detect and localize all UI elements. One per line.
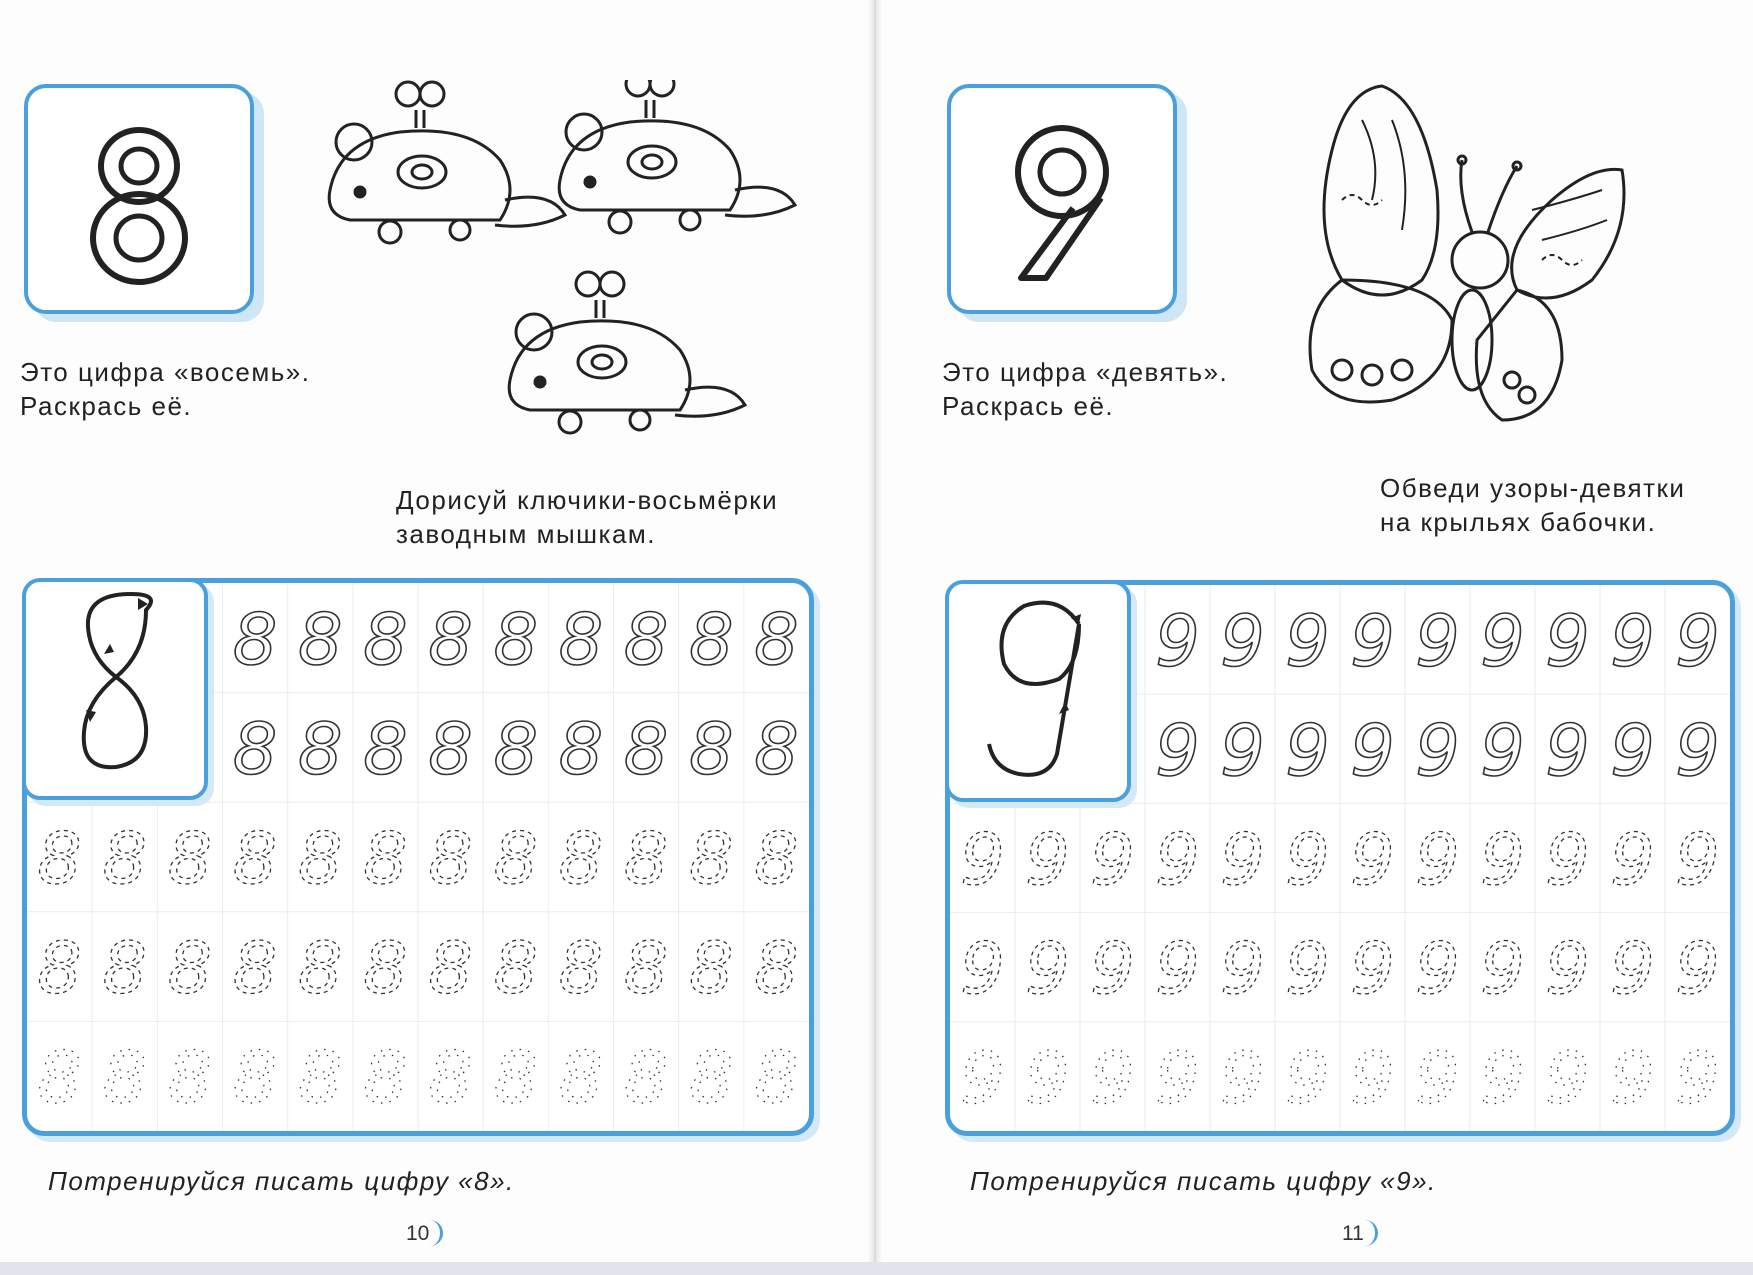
stroke-order-eight-icon xyxy=(26,582,204,796)
upper-left-wing-icon xyxy=(1324,86,1438,295)
page-right xyxy=(882,0,1753,1262)
practice-digit-solid: 9 xyxy=(1480,709,1525,792)
caption-line-1: Это цифра «восемь». xyxy=(20,357,311,387)
practice-digit-solid: 9 xyxy=(1350,709,1395,792)
task-line-2: заводным мышкам. xyxy=(396,519,657,549)
caption-line-2: Раскрась её. xyxy=(20,391,193,421)
practice-digit-dashed: 9 xyxy=(1545,928,1590,1011)
practice-digit-solid: 8 xyxy=(688,708,734,791)
practice-digit-dotted: 8 xyxy=(232,1037,278,1120)
lower-left-wing-icon xyxy=(1310,280,1452,402)
practice-digit-dashed: 8 xyxy=(754,927,799,1010)
practice-digit-solid: 9 xyxy=(1415,600,1460,683)
practice-digit-dotted: 9 xyxy=(1350,1037,1395,1120)
butterfly-body-icon xyxy=(1452,290,1492,390)
practice-digit-dotted: 8 xyxy=(297,1037,343,1120)
practice-digit-solid: 9 xyxy=(1220,709,1265,792)
practice-digit-dashed: 8 xyxy=(623,927,669,1010)
practice-digit-dashed: 9 xyxy=(1480,928,1525,1011)
practice-digit-dashed: 9 xyxy=(1350,819,1395,901)
practice-digit-dashed: 9 xyxy=(1025,819,1070,901)
practice-digit-solid: 8 xyxy=(754,598,799,681)
practice-digit-dashed: 8 xyxy=(167,818,213,900)
practice-digit-dashed: 8 xyxy=(232,927,278,1010)
practice-digit-dashed: 9 xyxy=(1155,928,1200,1011)
practice-digit-dashed: 8 xyxy=(167,927,213,1010)
practice-digit-dotted: 8 xyxy=(688,1037,734,1120)
task-line-1: Дорисуй ключики-восьмёрки xyxy=(396,485,779,515)
practice-digit-dotted: 9 xyxy=(1220,1037,1265,1120)
practice-digit-dashed: 8 xyxy=(37,927,82,1010)
page-number: 10 xyxy=(406,1222,430,1245)
practice-digit-solid: 8 xyxy=(428,708,473,791)
practice-digit-dotted: 9 xyxy=(960,1037,1005,1120)
digit-caption xyxy=(942,355,1228,423)
digit-tile-9[interactable] xyxy=(947,84,1177,314)
practice-digit-solid: 8 xyxy=(297,708,343,791)
butterfly-illustration[interactable] xyxy=(1302,80,1632,460)
practice-digit-dashed: 9 xyxy=(1025,928,1070,1011)
stroke-order-tile-9 xyxy=(945,580,1131,802)
digit-tile-8[interactable] xyxy=(24,84,254,314)
practice-digit-solid: 9 xyxy=(1220,600,1265,683)
practice-digit-solid: 8 xyxy=(493,598,539,681)
practice-digit-dotted: 8 xyxy=(102,1037,148,1120)
practice-board-9[interactable] xyxy=(945,580,1735,1136)
book-gutter xyxy=(868,0,882,1275)
practice-digit-dotted: 8 xyxy=(428,1037,473,1120)
practice-digit-dashed: 9 xyxy=(1220,928,1265,1011)
practice-digit-dashed: 9 xyxy=(1350,928,1395,1011)
practice-digit-dashed: 9 xyxy=(1090,928,1135,1011)
toy-mice-illustration[interactable] xyxy=(320,80,840,470)
practice-digit-dotted: 8 xyxy=(37,1037,82,1120)
digit-eight-outline-icon xyxy=(28,88,250,310)
practice-digit-solid: 9 xyxy=(1675,709,1720,792)
practice-digit-solid: 9 xyxy=(1480,600,1525,683)
practice-digit-dotted: 9 xyxy=(1610,1037,1655,1120)
practice-digit-solid: 8 xyxy=(493,708,539,791)
practice-digit-dashed: 8 xyxy=(297,818,343,900)
practice-digit-solid: 9 xyxy=(1415,709,1460,792)
practice-digit-solid: 8 xyxy=(558,708,604,791)
practice-digit-dashed: 8 xyxy=(363,818,408,900)
practice-digit-solid: 8 xyxy=(363,708,408,791)
mouse-1-icon xyxy=(329,82,565,243)
practice-digit-dashed: 9 xyxy=(1675,928,1720,1011)
practice-digit-solid: 8 xyxy=(232,598,278,681)
practice-digit-solid: 8 xyxy=(688,598,734,681)
practice-digit-solid: 8 xyxy=(297,598,343,681)
practice-digit-solid: 9 xyxy=(1675,600,1720,683)
practice-caption: Потренируйся писать цифру «9». xyxy=(970,1166,1437,1196)
page-number: 11 xyxy=(1342,1222,1364,1245)
practice-digit-solid: 8 xyxy=(232,708,278,791)
practice-digit-dotted: 8 xyxy=(493,1037,539,1120)
digit-nine-outline-icon xyxy=(951,88,1173,310)
practice-digit-dashed: 9 xyxy=(1610,819,1655,901)
practice-digit-dotted: 9 xyxy=(1285,1037,1330,1120)
practice-digit-dashed: 8 xyxy=(37,818,82,900)
butterfly-head-icon xyxy=(1452,232,1508,288)
practice-digit-dashed: 8 xyxy=(102,927,148,1010)
practice-digit-dotted: 8 xyxy=(167,1037,213,1120)
practice-digit-solid: 9 xyxy=(1285,600,1330,683)
practice-digit-dashed: 8 xyxy=(102,818,148,900)
practice-digit-dashed: 9 xyxy=(960,819,1005,901)
practice-digit-dashed: 8 xyxy=(493,818,539,900)
practice-digit-solid: 8 xyxy=(623,598,669,681)
practice-digit-dotted: 9 xyxy=(1675,1037,1720,1120)
task-text xyxy=(396,483,778,551)
practice-digit-solid: 9 xyxy=(1350,600,1395,683)
practice-digit-solid: 9 xyxy=(1155,600,1200,683)
practice-digit-dashed: 8 xyxy=(363,927,408,1010)
practice-digit-solid: 9 xyxy=(1155,709,1200,792)
practice-digit-dotted: 9 xyxy=(1480,1037,1525,1120)
practice-digit-dashed: 8 xyxy=(297,927,343,1010)
practice-digit-solid: 8 xyxy=(754,708,799,791)
task-line-1: Обведи узоры-девятки xyxy=(1380,473,1686,503)
task-line-2: на крыльях бабочки. xyxy=(1380,507,1657,537)
practice-digit-dashed: 9 xyxy=(1220,819,1265,901)
practice-digit-dashed: 8 xyxy=(493,927,539,1010)
practice-digit-dotted: 8 xyxy=(363,1037,408,1120)
practice-digit-solid: 8 xyxy=(558,598,604,681)
practice-digit-dotted: 8 xyxy=(623,1037,669,1120)
practice-digit-dotted: 9 xyxy=(1155,1037,1200,1120)
practice-digit-dashed: 9 xyxy=(1415,819,1460,901)
practice-caption: Потренируйся писать цифру «8». xyxy=(48,1166,515,1196)
practice-digit-dashed: 8 xyxy=(688,818,734,900)
practice-digit-dotted: 9 xyxy=(1025,1037,1070,1120)
practice-digit-solid: 9 xyxy=(1545,709,1590,792)
practice-digit-dotted: 8 xyxy=(754,1037,799,1120)
practice-digit-dashed: 8 xyxy=(232,818,278,900)
practice-digit-solid: 9 xyxy=(1610,600,1655,683)
practice-digit-dashed: 9 xyxy=(1285,928,1330,1011)
task-text xyxy=(1380,471,1685,539)
practice-digit-dashed: 8 xyxy=(623,818,669,900)
mouse-2-icon xyxy=(559,80,795,233)
stroke-order-nine-icon xyxy=(949,584,1127,798)
practice-digit-solid: 9 xyxy=(1545,600,1590,683)
digit-caption xyxy=(20,355,310,423)
practice-digit-dashed: 9 xyxy=(960,928,1005,1011)
practice-digit-dashed: 9 xyxy=(1090,819,1135,901)
practice-digit-dashed: 8 xyxy=(754,818,799,900)
practice-digit-dashed: 9 xyxy=(1545,819,1590,901)
practice-digit-solid: 8 xyxy=(623,708,669,791)
practice-digit-dashed: 8 xyxy=(428,927,473,1010)
practice-digit-dotted: 9 xyxy=(1415,1037,1460,1120)
practice-digit-dashed: 9 xyxy=(1610,928,1655,1011)
practice-digit-dashed: 9 xyxy=(1415,928,1460,1011)
practice-digit-dashed: 8 xyxy=(428,818,473,900)
practice-digit-dashed: 9 xyxy=(1285,819,1330,901)
practice-digit-solid: 8 xyxy=(363,598,408,681)
practice-digit-dashed: 8 xyxy=(558,927,604,1010)
mouse-3-icon xyxy=(509,272,745,433)
practice-digit-dotted: 9 xyxy=(1545,1037,1590,1120)
page-edge xyxy=(0,1262,1753,1275)
practice-digit-dashed: 9 xyxy=(1675,819,1720,901)
practice-digit-dotted: 9 xyxy=(1090,1037,1135,1120)
caption-line-2: Раскрась её. xyxy=(942,391,1115,421)
practice-digit-dashed: 8 xyxy=(688,927,734,1010)
stroke-order-tile-8 xyxy=(22,578,208,800)
practice-digit-solid: 9 xyxy=(1610,709,1655,792)
practice-digit-dashed: 8 xyxy=(558,818,604,900)
practice-board-8[interactable] xyxy=(22,578,814,1136)
caption-line-1: Это цифра «девять». xyxy=(942,357,1229,387)
practice-digit-solid: 8 xyxy=(428,598,473,681)
practice-digit-dashed: 9 xyxy=(1155,819,1200,901)
page-left xyxy=(0,0,868,1262)
practice-digit-solid: 9 xyxy=(1285,709,1330,792)
practice-digit-dotted: 8 xyxy=(558,1037,604,1120)
practice-digit-dashed: 9 xyxy=(1480,819,1525,901)
